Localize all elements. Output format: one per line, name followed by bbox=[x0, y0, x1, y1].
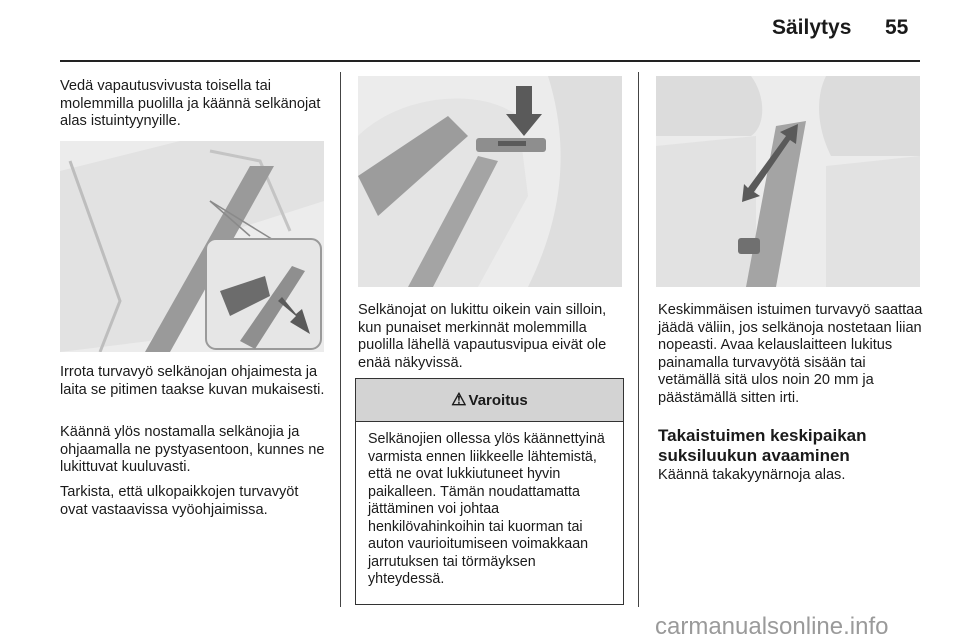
warning-title: Varoitus bbox=[468, 391, 528, 409]
column-divider bbox=[340, 72, 341, 607]
warning-header bbox=[356, 379, 623, 422]
watermark: carmanualsonline.info bbox=[655, 613, 889, 640]
page-section-title: Säilytys bbox=[772, 16, 852, 39]
instruction-paragraph: Tarkista, että ulkopaikkojen turvavyöt ovat vastaavissa vyöohjaimissa. bbox=[60, 484, 299, 518]
seat-belt-guide-illustration bbox=[60, 141, 324, 352]
page-number: 55 bbox=[885, 16, 909, 39]
instruction-paragraph: Irrota turvavyö selkänojan ohjaimesta ja laita se pitimen taakse kuvan mukaisesti. bbox=[60, 364, 325, 398]
column-divider bbox=[638, 72, 639, 607]
warning-text: Selkänojien ollessa ylös käännettyinä varmista ennen liikkeelle lähtemistä, että ne ovat lukkiutuneet hyvin paikalleen. Tämän noudattamatta jättäminen voi johtaa henkilövahinkoihin tai kuorman tai auton vaurioitumiseen voimakkaan jarrutuksen tai törmäyksen yhteydessä. bbox=[368, 431, 605, 587]
caption-paragraph: Selkänojat on lukittu oikein vain silloin, kun punaiset merkinnät molemmilla puolilla lähellä vapautusvipua eivät ole enää näkyvissä. bbox=[358, 302, 607, 371]
instruction-paragraph: Käännä takakyynärnoja alas. bbox=[658, 467, 846, 483]
release-lever-illustration bbox=[358, 76, 622, 287]
warning-triangle-icon: ⚠ bbox=[451, 390, 467, 409]
section-heading: Takaistuimen keskipaikan suksiluukun avaaminen bbox=[658, 426, 867, 465]
instruction-paragraph: Käännä ylös nostamalla selkänojia ja ohjaamalla ne pystyasentoon, kunnes ne lukittuvat kuuluvasti. bbox=[60, 424, 325, 475]
intro-paragraph: Vedä vapautusvivusta toisella tai molemmilla puolilla ja käännä selkänojat alas istuintyynyille. bbox=[60, 78, 321, 129]
instruction-paragraph: Keskimmäisen istuimen turvavyö saattaa jäädä väliin, jos selkänoja nostetaan liian nopeasti. Avaa kelauslaitteen lukitus painamalla turvavyötä sisään tai vetämällä sitä ulos noin 20 mm ja päästämällä sitten irti. bbox=[658, 302, 923, 406]
warning-box bbox=[355, 378, 624, 605]
header-divider bbox=[60, 60, 920, 62]
center-seat-belt-illustration bbox=[656, 76, 920, 287]
